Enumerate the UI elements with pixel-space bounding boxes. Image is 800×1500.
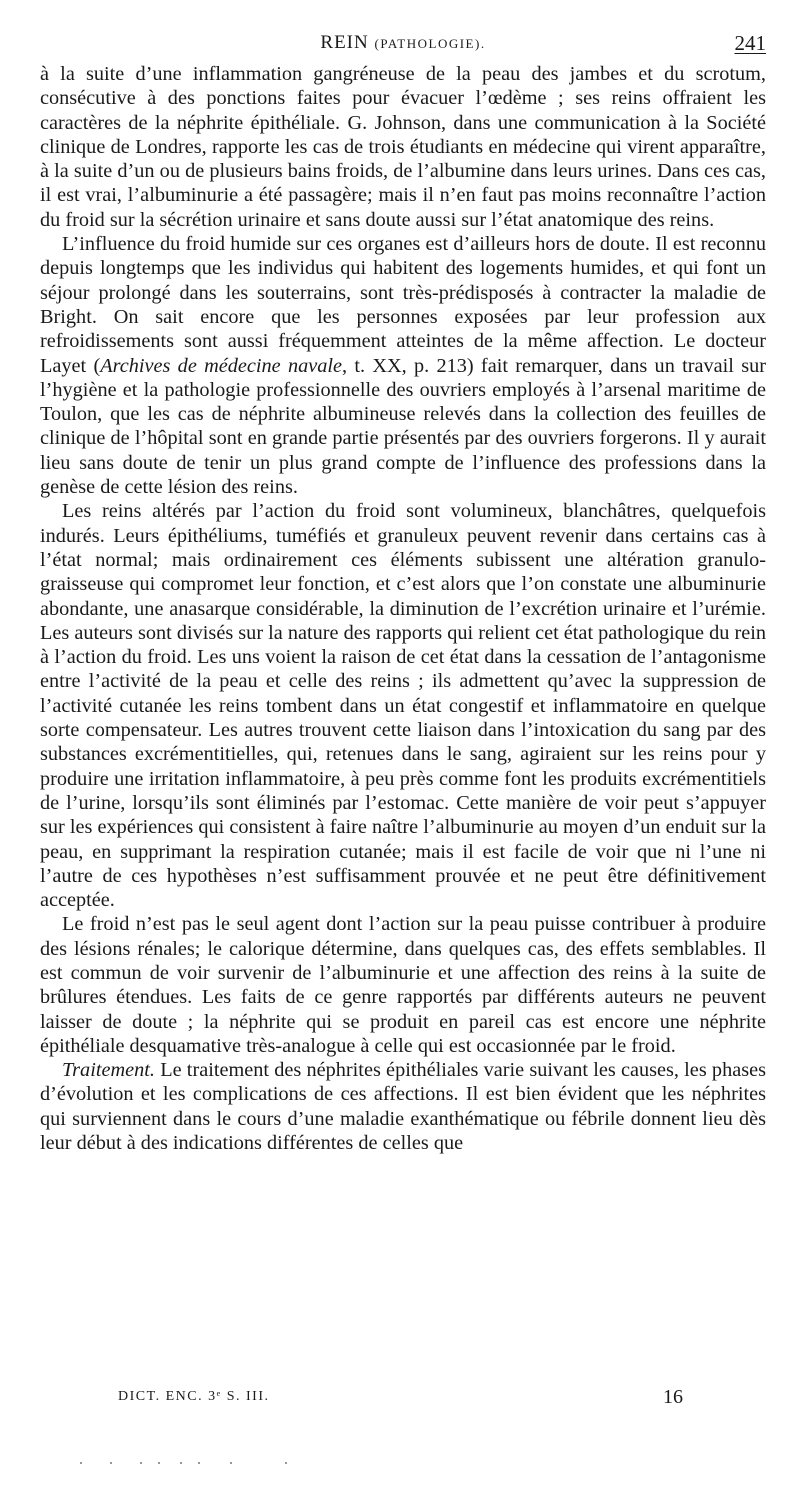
paragraph-2-before: L’influence du froid humide sur ces organes est d’ailleurs hors de doute. Il est reconnu depuis longtemps que les individus qui habitent des logements humides, et qui font un séjour prolongé dans les souterrains, sont très-prédisposés à contracter la maladie de Bright. On sait encore que les personnes exposées par leur profession aux refroidissements sont aussi fréquemment atteintes de la même affection. Le docteur Layet ( [40,233,766,377]
speck [140,1462,142,1464]
paragraph-2-after: , t. XX, p. 213) fait remarquer, dans un travail sur l’hygiène et la pathologie professionnelle des ouvriers employés à l’arsenal maritime de Toulon, que les cas de néphrite albumineuse relevés dans la collection des feuilles de clinique de l’hôpital sont en grande partie présentés par des ouvriers forgerons. Il y aurait lieu sans doute de tenir un plus grand compte de l’influence des professions dans la genèse de cette lésion des reins. [40,354,766,499]
speck [285,1462,287,1464]
print-specks [80,1462,300,1468]
sheet-number: 16 [663,1386,683,1408]
speck [180,1462,182,1464]
paragraph-2 [40,232,766,499]
page-footer [118,1384,718,1410]
speck [158,1462,160,1464]
speck [198,1462,200,1464]
running-header [40,30,766,56]
paragraph-3: Les reins altérés par l’action du froid sont volumineux, blanchâtres, quelquefois indurés. Leurs épithéliums, tuméfiés et granuleux peuvent revenir dans certains cas à l’état normal; mais ordinairement ces éléments subissent une altération granulo-graisseuse qui compromet leur fonction, et c’est alors que l’on constate une albuminurie abondante, une anasarque considérable, la diminution de l’excrétion urinaire et l’urémie. Les auteurs sont divisés sur la nature des rapports qui relient cet état pathologique du rein à l’action du froid. Les uns voient la raison de cet état dans la cessation de l’antagonisme entre l’activité de la peau et celle des reins ; ils admettent qu’avec la suppression de l’activité cutanée les reins tombent dans un état congestif et inflammatoire en quelque sorte compensateur. Les autres trouvent cette liaison dans l’intoxication du sang par des substances excrémentitielles, qui, retenues dans le sang, agiraient sur les reins pour y produire une irritation inflammatoire, à peu près comme font les produits excrémentitiels de l’urine, lorsqu’ils sont éliminés par l’estomac. Cette manière de voir peut s’appuyer sur les expériences qui consistent à faire naître l’albuminurie au moyen d’un enduit sur la peau, en supprimant la respiration cutanée; mais il est facile de voir que ni l’une ni l’autre de ces hypothèses n’est suffisamment prouvée et ne peut être définitivement acceptée. [40,500,766,912]
speck [110,1462,112,1464]
paragraph-5 [40,1058,766,1155]
paragraph-1: à la suite d’une inflammation gangréneuse de la peau des jambes et du scrotum, consécutive à des ponctions faites pour évacuer l’œdème ; ses reins offraient les caractères de la néphrite épithéliale. G. Johnson, dans une communication à la Société clinique de Londres, rapporte les cas de trois étudiants en médecine qui virent apparaître, à la suite d’un ou de plusieurs bains froids, de l’albumine dans leurs urines. Dans ces cas, il est vrai, l’albuminurie a été passagère; mais il n’en faut pas moins reconnaître l’action du froid sur la sécrétion urinaire et sans doute aussi sur l’état anatomique des reins. [40,63,766,231]
paragraph-4: Le froid n’est pas le seul agent dont l’action sur la peau puisse contribuer à produire des lésions rénales; le calorique détermine, dans quelques cas, des effets semblables. Il est commun de voir survenir de l’albuminurie et une affection des reins à la suite de brûlures étendues. Les faits de ce genre rapportés par différents auteurs ne peuvent laisser de doute ; la néphrite qui se produit en pareil cas est encore une néphrite épithéliale desquamative très-analogue à celle qui est occasionnée par le froid. [40,913,766,1057]
page-number: 241 [734,31,766,55]
body-text [40,62,766,1155]
journal-citation-title: Archives de médecine navale [100,354,343,377]
running-title [40,30,766,57]
section-heading-traitement: Traitement. [62,1059,155,1082]
running-title-sub: (PATHOLOGIE). [374,36,486,51]
running-title-main: REIN [320,32,369,53]
paragraph-5-text: Le traitement des néphrites épithéliales varie suivant les causes, les phases d’évolution et les complications de ces affections. Il est bien évident que les néphrites qui surviennent dans le cours d’une maladie exanthématique ou fébrile donnent lieu dès leur début à des indications différentes de celles que [40,1059,766,1155]
speck [230,1462,232,1464]
signature-mark: DICT. ENC. 3ᵉ S. III. [118,1389,270,1404]
speck [80,1462,82,1464]
